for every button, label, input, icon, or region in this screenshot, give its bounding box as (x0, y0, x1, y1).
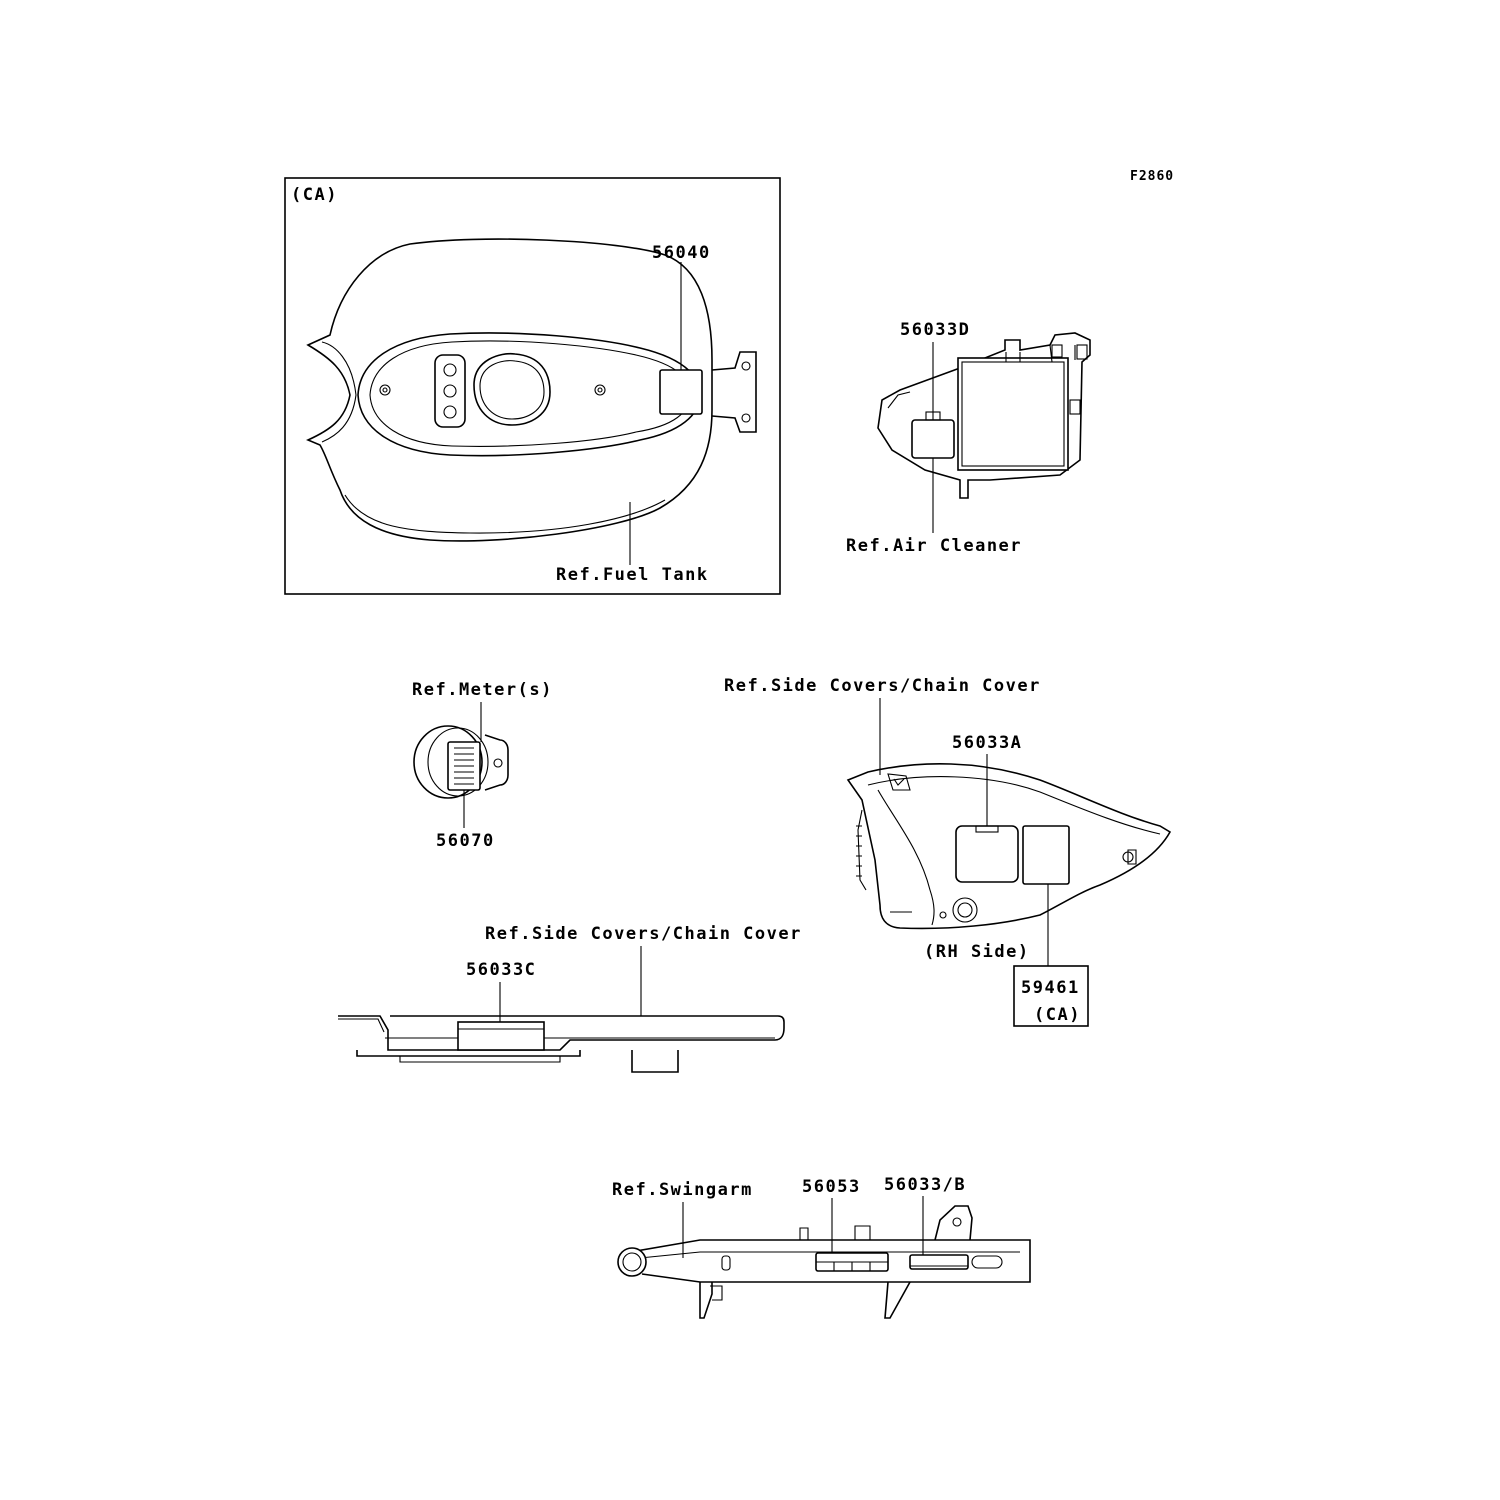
label-59461-sticker (1023, 826, 1069, 884)
part-number-56033d: 56033D (900, 320, 971, 340)
swingarm-drawing (618, 1206, 1030, 1318)
figure-code: F2860 (1130, 169, 1175, 184)
label-56033b-sticker (910, 1255, 968, 1269)
ref-fuel-tank: Ref.Fuel Tank (556, 565, 709, 585)
ref-swingarm: Ref.Swingarm (612, 1180, 753, 1200)
part-number-56070: 56070 (436, 831, 495, 851)
part-number-56033a: 56033A (952, 733, 1023, 753)
fuel-tank-drawing (308, 239, 756, 541)
side-cover-rh-group (724, 676, 1170, 1026)
part-number-56033b: 56033/B (884, 1175, 967, 1195)
label-56033a-sticker (956, 826, 1018, 882)
ref-side-covers-chain: Ref.Side Covers/Chain Cover (485, 924, 802, 944)
part-number-56033c: 56033C (466, 960, 537, 980)
meter-drawing (414, 726, 508, 798)
label-56033d-sticker (912, 420, 954, 458)
ref-meter: Ref.Meter(s) (412, 680, 553, 700)
side-cover-drawing (848, 764, 1170, 929)
air-cleaner-group (846, 320, 1090, 556)
swingarm-group (612, 1175, 1030, 1318)
fuel-tank-region-label: (CA) (291, 185, 338, 205)
side-label-rh: (RH Side) (924, 942, 1030, 962)
air-cleaner-drawing (878, 333, 1090, 498)
chain-cover-group (338, 924, 802, 1072)
part-number-56053: 56053 (802, 1177, 861, 1197)
fuel-tank-panel (285, 178, 780, 594)
region-59461: (CA) (1034, 1005, 1081, 1025)
part-number-56040: 56040 (652, 243, 711, 263)
chain-cover-drawing (338, 1016, 784, 1072)
label-56040-sticker (660, 370, 702, 414)
ref-air-cleaner: Ref.Air Cleaner (846, 536, 1023, 556)
meter-group (412, 680, 553, 851)
label-56033c-sticker (458, 1022, 544, 1050)
ref-side-covers-rh: Ref.Side Covers/Chain Cover (724, 676, 1041, 696)
part-number-59461: 59461 (1021, 978, 1080, 998)
